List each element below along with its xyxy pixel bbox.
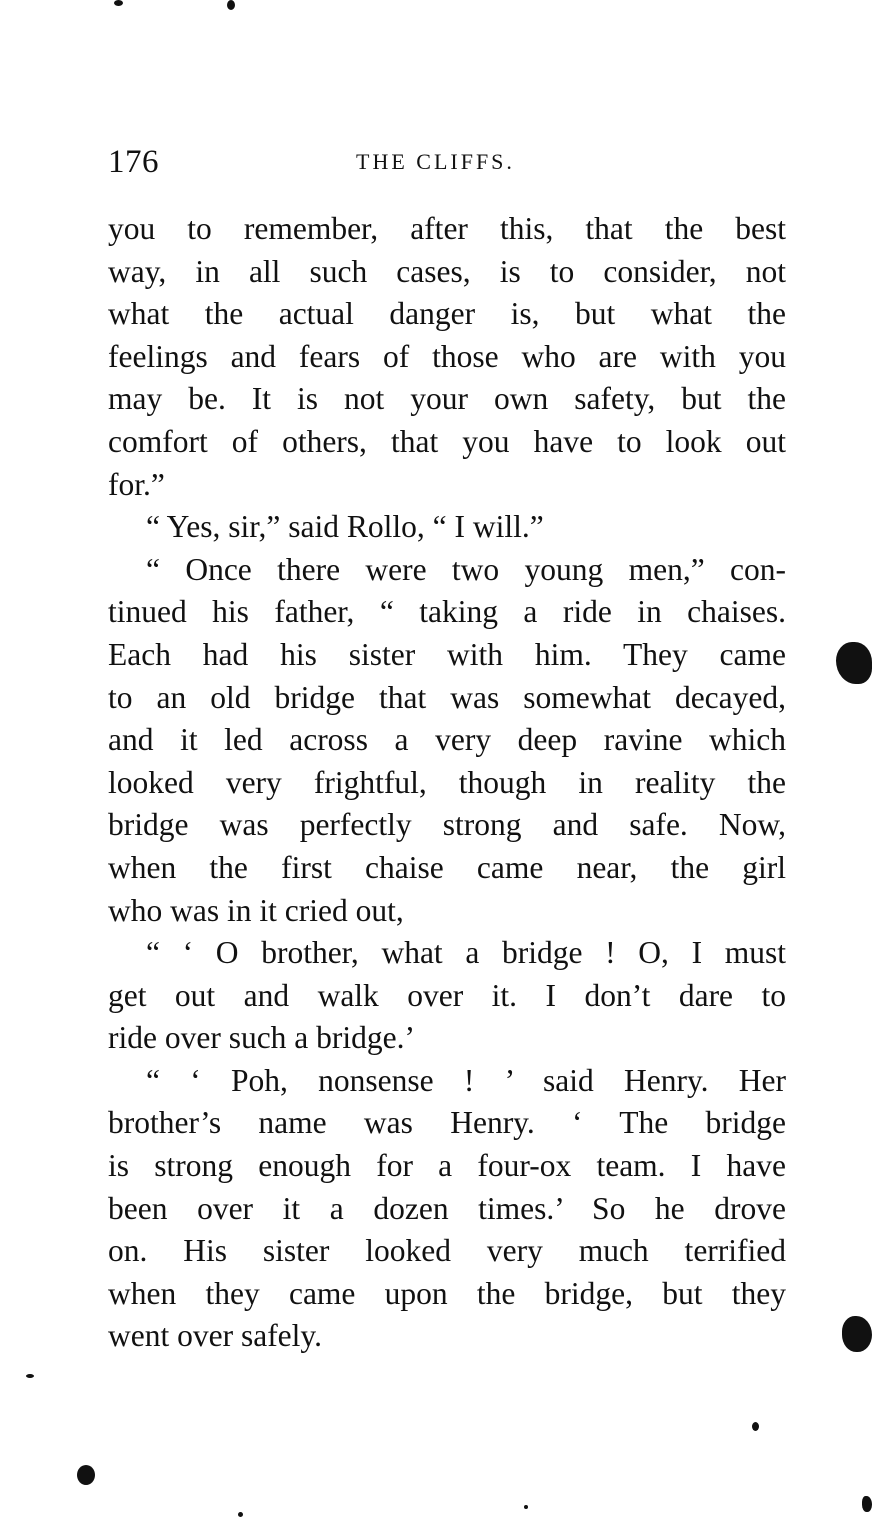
text-line: is strong enough for a four-ox team. I have (108, 1148, 786, 1184)
text-line: Each had his sister with him. They came (108, 636, 786, 672)
text-line: looked very frightful, though in reality the (108, 764, 786, 800)
ink-spot (862, 1496, 872, 1512)
text-line: to an old bridge that was somewhat decayed, (108, 679, 786, 715)
body-text (108, 208, 786, 1358)
text-line: ride over such a bridge.’ (108, 1020, 416, 1056)
ink-spot (227, 0, 235, 10)
text-line: tinued his father, “ taking a ride in chaises. (108, 594, 786, 630)
text-line: “ Once there were two young men,” con- (146, 551, 786, 587)
ink-spot (752, 1422, 759, 1431)
text-line: feelings and fears of those who are with you (108, 338, 786, 374)
text-line: may be. It is not your own safety, but the (108, 381, 786, 417)
ink-spot (842, 1316, 872, 1352)
text-line: brother’s name was Henry. ‘ The bridge (108, 1105, 786, 1141)
ink-spot (524, 1505, 528, 1509)
text-line: you to remember, after this, that the best (108, 211, 786, 246)
running-head: THE CLIFFS. (356, 149, 515, 174)
ink-spot (77, 1465, 95, 1485)
text-line: get out and walk over it. I don’t dare to (108, 977, 786, 1013)
text-line: “ ‘ O brother, what a bridge ! O, I must (146, 935, 786, 971)
text-line: went over safely. (108, 1318, 322, 1354)
text-line: comfort of others, that you have to look out (108, 423, 786, 459)
text-line: way, in all such cases, is to consider, not (108, 253, 786, 289)
text-line: what the actual danger is, but what the (108, 296, 786, 332)
ink-spot (26, 1374, 34, 1378)
text-line: for.” (108, 466, 165, 502)
text-line: when they came upon the bridge, but they (108, 1275, 786, 1311)
text-line: when the first chaise came near, the girl (108, 849, 786, 885)
text-line: “ Yes, sir,” said Rollo, “ I will.” (146, 509, 544, 545)
text-line: been over it a dozen times.’ So he drove (108, 1190, 786, 1226)
ink-spot (836, 642, 872, 684)
text-line: bridge was perfectly strong and safe. Now, (108, 807, 786, 843)
ink-spot (238, 1512, 243, 1517)
ink-spot (114, 0, 123, 6)
text-line: “ ‘ Poh, nonsense ! ’ said Henry. Her (146, 1062, 786, 1098)
page-number: 176 (108, 144, 159, 180)
text-line: and it led across a very deep ravine which (108, 722, 786, 758)
page-header (108, 140, 788, 184)
text-line: who was in it cried out, (108, 892, 404, 928)
text-line: on. His sister looked very much terrified (108, 1233, 786, 1269)
